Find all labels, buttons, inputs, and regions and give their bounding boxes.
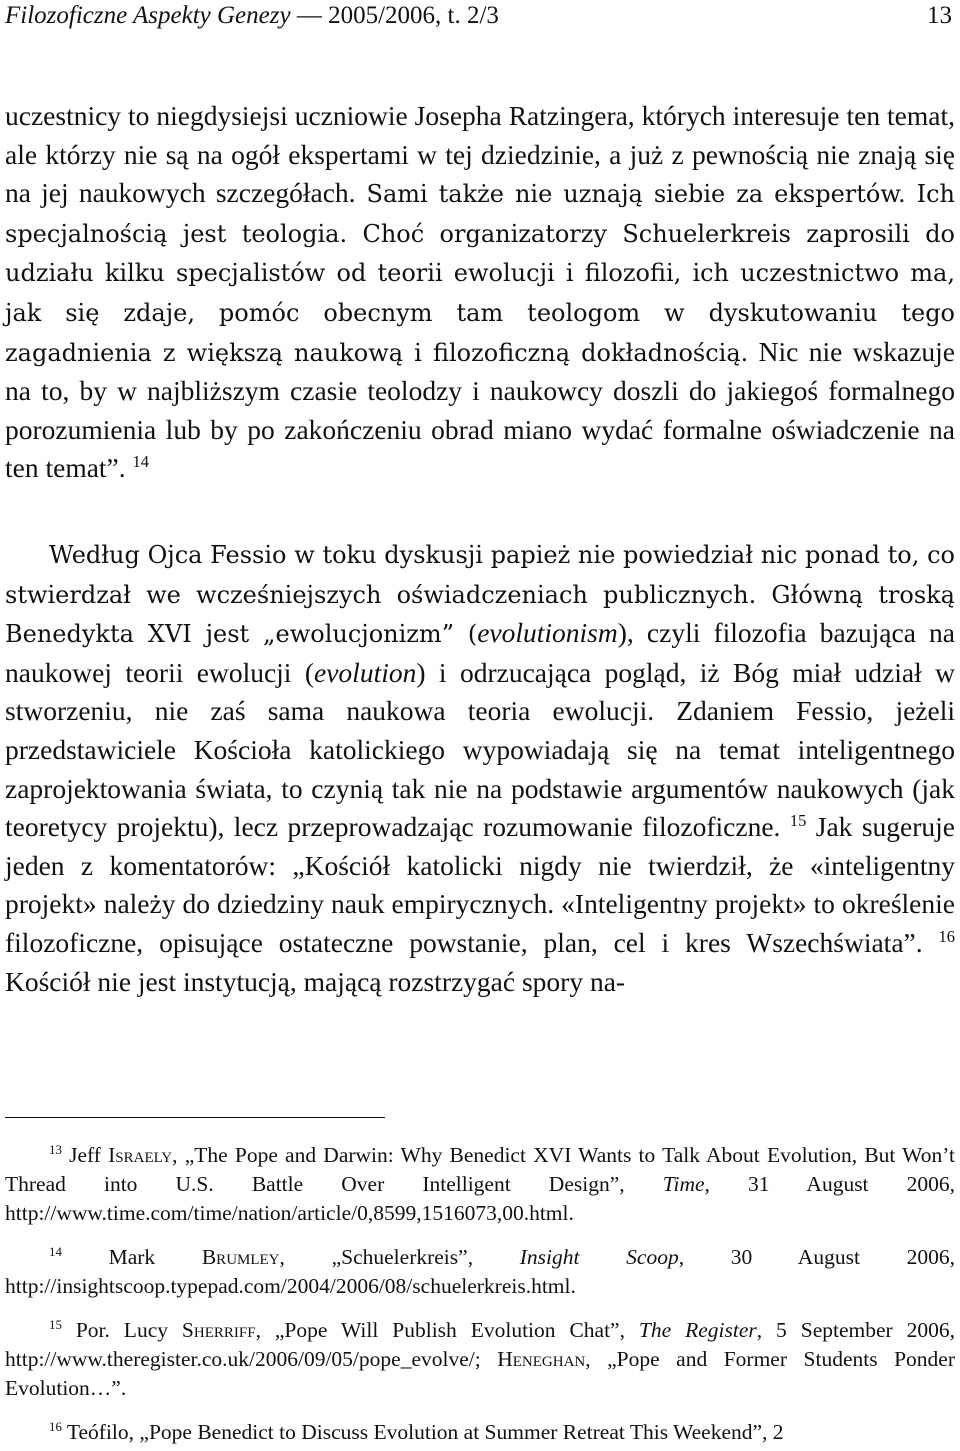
paragraph-2-text-b: ), czyli filozofia bazująca na naukowej teorii ewolucji ( <box>5 617 955 688</box>
footnote-text: , „Pope and Former Students Ponder Evolution…”. <box>5 1347 955 1400</box>
footnote-text: Teófilo, „Pope Benedict to Discuss Evolution at Summer Retreat This Weekend”, 2 <box>61 1420 784 1444</box>
footnote-link[interactable]: , 30 August 2006, http://insightscoop.typepad.com/2004/2006/08/schuelerkreis.html. <box>5 1245 955 1298</box>
paragraph-2-text-d: Jak sugeruje jeden z komentatorów: „Kościół katolicki nigdy nie twierdził, że «inteligentny projekt» należy do dziedziny nauk empirycznych. «Inteligentny projekt» to określenie filozoficzne, opisujące ostateczne powstanie, plan, cel i kres Wszechświata”. <box>5 811 955 958</box>
footnote-text: , „Schuelerkreis”, <box>279 1245 520 1269</box>
footnote-author-surname: Sherriff <box>181 1318 256 1342</box>
footnote-text: , „The Pope and Darwin: Why Benedict XVI Wants to Talk About Evolution, But Won’t Thread into U.S. Battle Over Intelligent Design”, <box>5 1143 955 1196</box>
footnote-13 <box>5 1141 955 1228</box>
footnote-ref-14[interactable]: 14 <box>132 452 150 472</box>
body-paragraph-2 <box>5 535 955 1001</box>
footnote-number: 16 <box>49 1419 62 1434</box>
page-number: 13 <box>927 2 952 29</box>
footnote-link[interactable]: , 5 September 2006, http://www.theregister.co.uk/2006/09/05/pope_evolve/; <box>5 1318 955 1371</box>
footnote-16 <box>5 1418 955 1447</box>
footnote-text: , „Pope Will Publish Evolution Chat”, <box>255 1318 639 1342</box>
footnote-link[interactable]: , 31 August 2006, http://www.time.com/time/nation/article/0,8599,1516073,00.html. <box>5 1172 955 1225</box>
footnote-number: 13 <box>49 1142 62 1157</box>
footnote-source: Time <box>662 1172 705 1196</box>
footnote-author-surname: Brumley <box>201 1245 280 1269</box>
body-paragraph-1 <box>5 97 955 488</box>
italic-term-evolution: evolution <box>314 656 417 688</box>
footnote-separator <box>5 1117 385 1118</box>
paragraph-2-text-c: ) i odrzucająca pogląd, iż Bóg miał udział w stworzeniu, nie zaś sama naukowa teoria ewolucji. Zdaniem Fessio, jeżeli przedstawiciele Kościoła katolickiego wypowiadają się na temat inteligentnego zaprojektowania świata, to czynią tak nie na podstawie argumentów naukowych (jak teoretycy projektu), lecz przeprowadzając rozumowanie filozoficzne. <box>5 656 956 843</box>
paragraph-1-text-b: Sami także nie uznają siebie za ekspertów. Ich specjalnością jest teologia. Choć organizatorzy Schuelerkreis zaprosili do udziału kilku specjalistów od teorii ewolucji i filozofii, ich uczestnictwo ma, jak się zdaje, pomóc obecnym tam teologom w dyskutowaniu tego zagadnienia z większą naukową i filozoficzną dokładnością. <box>5 180 955 367</box>
footnote-author-surname: Heneghan <box>497 1347 586 1371</box>
footnote-number: 15 <box>49 1317 62 1332</box>
footnote-author-surname: Israely <box>108 1143 173 1167</box>
running-header <box>5 2 952 38</box>
footnote-15 <box>5 1316 955 1403</box>
footnote-source: The Register <box>638 1318 757 1342</box>
italic-term-evolutionism: evolutionism <box>477 617 618 649</box>
paragraph-1-text-c: Nic nie wskazuje na to, by w najbliższym czasie teolodzy i naukowcy doszli do jakiegoś formalnego porozumienia lub by po zakończeniu obrad miano wydać formalne oświadczenie na ten temat”. <box>5 335 955 484</box>
footnote-ref-15[interactable]: 15 <box>789 811 807 830</box>
paragraph-1-text-a: uczestnicy to niegdysiejsi uczniowie Josepha Ratzingera, których interesuje ten temat, ale którzy nie są na ogół ekspertami w tej dziedzinie, a już z pewnością nie znają się na jej naukowych szczegółach. <box>5 100 955 209</box>
journal-title: Filozoficzne Aspekty Genezy <box>5 2 291 29</box>
footnote-author: Mark <box>61 1245 202 1269</box>
footnote-14 <box>5 1243 955 1301</box>
paragraph-2-text-a: Według Ojca Fessio w toku dyskusji papież nie powiedział nic ponad to, co stwierdzał we wcześniejszych oświadczeniach publicznych. Główną troską Benedykta XVI jest „ewolucjonizm” ( <box>5 541 955 649</box>
footnote-author: Por. Lucy <box>61 1318 182 1342</box>
footnote-number: 14 <box>49 1244 62 1259</box>
footnote-author: Jeff <box>61 1143 109 1167</box>
footnote-source: Insight Scoop <box>519 1245 679 1269</box>
header-dash: — <box>290 2 329 29</box>
paragraph-2-text-e: Kościół nie jest instytucją, mającą rozstrzygać spory na- <box>5 965 626 997</box>
journal-issue: 2005/2006, t. 2/3 <box>328 2 499 29</box>
footnote-ref-16[interactable]: 16 <box>938 926 955 946</box>
